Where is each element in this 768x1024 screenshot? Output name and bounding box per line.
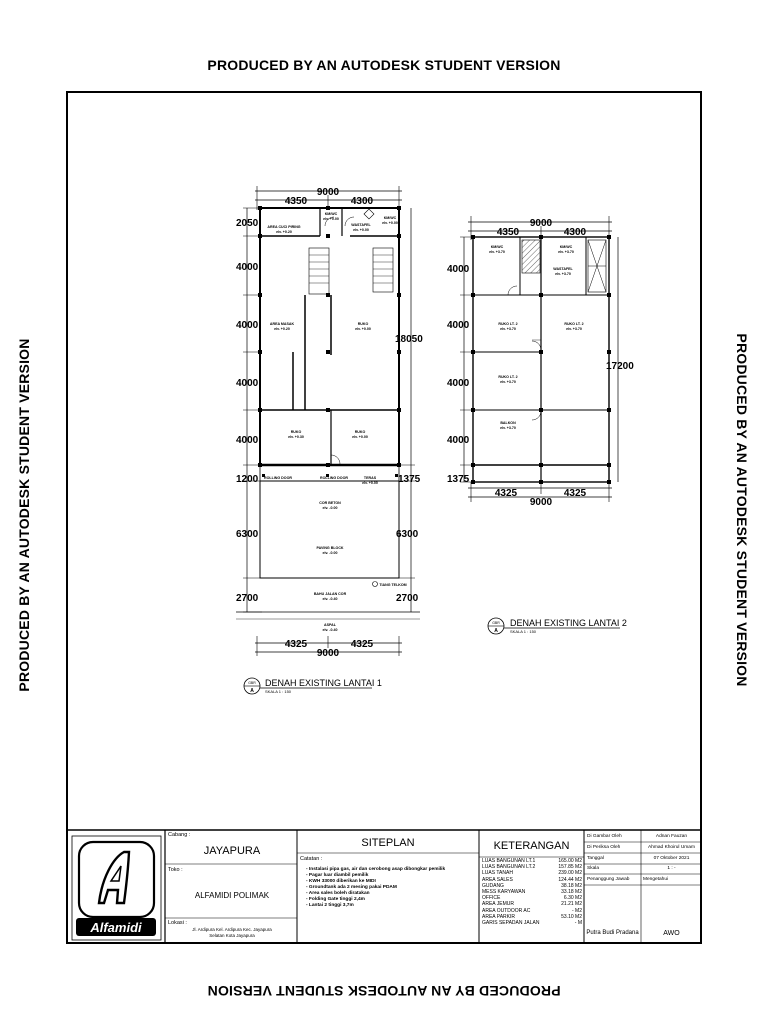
p1-dim-top-left: 4350 bbox=[284, 196, 308, 207]
ket-value: - M2 bbox=[572, 907, 582, 914]
tanggal-label: Tanggal bbox=[587, 856, 604, 861]
ket-row bbox=[482, 920, 582, 926]
p1-scale: SKALA 1 : 150 bbox=[265, 689, 292, 694]
p1-dim-top-total: 9000 bbox=[316, 187, 340, 198]
ket-value: 53.10 M2 bbox=[561, 913, 582, 920]
p2-dim-left-4: 4000 bbox=[447, 435, 470, 446]
notes-list bbox=[306, 867, 478, 909]
p2-dim-left-5: 1375 bbox=[447, 474, 470, 485]
note-6: - Folding Gate tinggi 2,4m bbox=[306, 897, 365, 902]
p1-dim-left-8: 2700 bbox=[236, 593, 259, 604]
p2-scale: SKALA 1 : 150 bbox=[510, 629, 537, 634]
p1-dim-left-7: 6300 bbox=[236, 529, 259, 540]
p1-dim-left-1: 2050 bbox=[236, 218, 259, 229]
p1-room-aspal: ASPAL bbox=[324, 623, 336, 627]
ket-label: LUAS TANAH bbox=[482, 870, 513, 877]
mengetahui-label: Mengetahui bbox=[643, 877, 669, 882]
p1-dim-right-3: 6300 bbox=[396, 529, 419, 540]
p1-room-km2-elv: elv. +0.00 bbox=[382, 221, 398, 225]
p2-room-wastafel-elv: elv. +3.70 bbox=[555, 272, 571, 276]
p2-marker-bottom: A bbox=[494, 628, 498, 634]
p1-room-wastafel-elv: elv. +0.00 bbox=[353, 228, 369, 232]
ket-label: GARIS SEPADAN JALAN bbox=[482, 920, 540, 927]
p1-room-wastafel: WASTAFEL bbox=[351, 223, 371, 227]
note-4: - Groundtank ada 2 mesing pakai PDAM bbox=[306, 885, 397, 890]
p2-dim-top-right: 4300 bbox=[563, 227, 587, 238]
ket-value: 33.18 M2 bbox=[561, 889, 582, 896]
p2-dim-bottom-left: 4325 bbox=[494, 488, 518, 499]
p1-dim-bottom-left: 4325 bbox=[284, 639, 308, 650]
p2-room-ruko-c: RUKO LT. 2 bbox=[498, 375, 518, 379]
p2-room-ruko-b: RUKO LT. 2 bbox=[564, 322, 584, 326]
ket-label: LUAS BANGUNAN LT.1 bbox=[482, 858, 536, 864]
ket-value: 6.30 M2 bbox=[563, 895, 582, 902]
ket-label: AREA SALES bbox=[482, 876, 513, 883]
ket-label: GUDANG bbox=[482, 882, 504, 889]
p2-dim-bottom-right: 4325 bbox=[563, 488, 587, 499]
cabang-label: Cabang : bbox=[168, 832, 191, 838]
p1-room-cuci-elv: elv. +0.20 bbox=[276, 230, 292, 234]
ket-value: 21.21 M2 bbox=[561, 901, 582, 908]
signer-1: Putra Budi Pradana bbox=[586, 930, 639, 936]
siteplan-title: SITEPLAN bbox=[361, 837, 415, 849]
toko-value: ALFAMIDI POLIMAK bbox=[194, 891, 270, 900]
p1-room-teras-elv: elv. +0.00 bbox=[362, 481, 378, 485]
diperiksa-value: Ahmad Khoirul Umam bbox=[648, 845, 695, 850]
catatan-label: Catatan : bbox=[300, 856, 323, 862]
p1-rolling-door-1: ROLLING DOOR bbox=[264, 476, 292, 480]
p1-dim-right-4: 2700 bbox=[396, 593, 419, 604]
p1-room-masak-elv: elv. +0.20 bbox=[274, 327, 290, 331]
p2-room-balkon-elv: elv. +3.70 bbox=[500, 426, 516, 430]
p2-room-ruko-c-elv: elv. +3.70 bbox=[500, 380, 516, 384]
toko-label: Toko : bbox=[168, 867, 183, 873]
note-3: - KWH 33000 diberikan ke MIDI bbox=[306, 879, 376, 884]
p1-title: DENAH EXISTING LANTAI 1 bbox=[265, 678, 382, 688]
ket-label: MESS KARYAWAN bbox=[482, 889, 526, 896]
p2-dim-bottom-total: 9000 bbox=[529, 497, 553, 508]
p2-room-balkon: BALKON bbox=[500, 421, 516, 425]
ket-value: 239.00 M2 bbox=[558, 870, 582, 877]
p2-room-km: KM/WC bbox=[490, 245, 504, 249]
p2-title: DENAH EXISTING LANTAI 2 bbox=[510, 618, 627, 628]
p1-dim-bottom-right: 4325 bbox=[350, 639, 374, 650]
p2-dim-left-3: 4000 bbox=[447, 378, 470, 389]
p1-room-masak: AREA MASAK bbox=[269, 322, 295, 326]
p2-room-ruko-a: RUKO LT. 2 bbox=[498, 322, 518, 326]
p1-dim-left-6: 1200 bbox=[236, 474, 259, 485]
note-7: - Lantai 2 tinggi 3,7m bbox=[306, 903, 354, 908]
watermark-bottom: PRODUCED BY AN AUTODESK STUDENT VERSION bbox=[207, 983, 561, 999]
keterangan-title: KETERANGAN bbox=[493, 840, 570, 852]
p1-marker-top: GBR bbox=[248, 681, 256, 685]
ket-value: 165.00 M2 bbox=[558, 858, 582, 864]
p1-dim-left-5: 4000 bbox=[236, 435, 259, 446]
digambar-label: Di Gambar Oleh bbox=[587, 834, 622, 839]
p1-dim-bottom-total: 9000 bbox=[316, 648, 340, 659]
signer-2: AWO bbox=[663, 930, 680, 937]
p2-dim-top-left: 4350 bbox=[496, 227, 520, 238]
lokasi-line1: Jl. Ardipura Kel. Ardipura Kec. Jayapura bbox=[192, 927, 272, 932]
p1-room-km-elv: elv. +0.00 bbox=[323, 217, 339, 221]
logo-text: Alfamidi bbox=[90, 920, 142, 935]
ket-value: 157.85 M2 bbox=[558, 864, 582, 871]
penanggung-label: Penanggung Jawab bbox=[587, 877, 630, 882]
p1-room-cor-elv: elv. -0.00 bbox=[322, 506, 338, 510]
p2-room-ruko-b-elv: elv. +3.70 bbox=[566, 327, 582, 331]
ket-label: LUAS BANGUNAN LT.2 bbox=[482, 864, 536, 871]
p1-room-ruko1-elv: elv. +0.00 bbox=[355, 327, 371, 331]
p1-tiang-telkom: TIANG TELKOM bbox=[379, 583, 407, 587]
lokasi-line2: Selatan Kota Jayapura bbox=[209, 933, 255, 938]
p2-room-ruko-a-elv: elv. +3.70 bbox=[500, 327, 516, 331]
diperiksa-label: Di Periksa Oleh bbox=[587, 845, 621, 850]
tanggal-value: 07 Oktober 2021 bbox=[653, 856, 690, 861]
p1-rolling-door-2: ROLLING DOOR bbox=[320, 476, 348, 480]
p2-room-km-elv: elv. +3.70 bbox=[489, 250, 505, 254]
keterangan-list bbox=[482, 858, 582, 926]
ket-label: OFFICE bbox=[482, 895, 501, 902]
p1-marker-bottom: A bbox=[250, 688, 254, 694]
watermark-top: PRODUCED BY AN AUTODESK STUDENT VERSION bbox=[207, 57, 561, 73]
p1-room-ruko1: RUKO bbox=[357, 322, 369, 326]
p1-room-km: KM/WC bbox=[324, 212, 338, 216]
p1-dim-right-1: 18050 bbox=[395, 334, 423, 345]
p2-dim-top-total: 9000 bbox=[529, 218, 553, 229]
cabang-value: JAYAPURA bbox=[203, 845, 261, 857]
lokasi-label: Lokasi : bbox=[168, 920, 187, 926]
p2-dim-left-1: 4000 bbox=[447, 264, 470, 275]
p1-room-ruko3: RUKO bbox=[354, 430, 366, 434]
p1-room-ruko2-elv: elv. +0.30 bbox=[288, 435, 304, 439]
p1-room-ruko3-elv: elv. +0.00 bbox=[352, 435, 368, 439]
ket-label: AREA JEMUR bbox=[482, 901, 514, 908]
p1-dim-right-2: 1375 bbox=[398, 474, 421, 485]
p1-room-bahu-elv: elv. -0.40 bbox=[322, 597, 338, 601]
p2-room-km2: KM/WC bbox=[559, 245, 573, 249]
p1-room-bahu: BAHU JALAN COR bbox=[313, 592, 347, 596]
p1-dim-left-3: 4000 bbox=[236, 320, 259, 331]
p2-room-km2-elv: elv. +3.70 bbox=[558, 250, 574, 254]
plan-lantai-2 bbox=[460, 216, 620, 634]
ket-label: AREA PARKIR bbox=[482, 913, 515, 920]
note-1: - Instalasi pipa gas, air dan cerobong asap dibongkar pemilik bbox=[306, 867, 446, 872]
p1-dim-top-right: 4300 bbox=[350, 196, 374, 207]
p1-room-ruko2: RUKO bbox=[290, 430, 302, 434]
p1-room-teras: TERAS bbox=[363, 476, 377, 480]
p2-marker-top: GBR bbox=[492, 621, 500, 625]
ket-value: 38.18 M2 bbox=[561, 882, 582, 889]
p1-room-km2: KM/WC bbox=[383, 216, 397, 220]
note-5: - Area sales boleh diratakan bbox=[306, 891, 370, 896]
plan-lantai-1 bbox=[236, 186, 420, 694]
skala-value: 1 : - bbox=[667, 866, 676, 871]
ket-value: - M bbox=[574, 920, 582, 927]
p2-dim-right: 17200 bbox=[606, 361, 634, 372]
p1-room-cuci: AREA CUCI PIRING bbox=[267, 225, 301, 229]
ket-label: AREA OUTDOOR AC bbox=[482, 907, 531, 914]
p2-room-wastafel: WASTAFEL bbox=[553, 267, 573, 271]
watermark-right: PRODUCED BY AN AUTODESK STUDENT VERSION bbox=[734, 333, 750, 687]
digambar-value: Adnan Fauzan bbox=[655, 834, 688, 839]
p1-room-aspal-elv: elv. -0.40 bbox=[322, 628, 338, 632]
p1-room-paving-elv: elv. -0.00 bbox=[322, 551, 338, 555]
p2-dim-left-2: 4000 bbox=[447, 320, 470, 331]
p1-room-cor: COR BETON bbox=[319, 501, 341, 505]
note-2: - Pagar luar diambil pemilik bbox=[306, 873, 369, 878]
p1-dim-left-2: 4000 bbox=[236, 262, 259, 273]
skala-label: Skala bbox=[587, 866, 599, 871]
p1-dim-left-4: 4000 bbox=[236, 378, 259, 389]
watermark-left: PRODUCED BY AN AUTODESK STUDENT VERSION bbox=[16, 338, 32, 692]
ket-value: 124.44 M2 bbox=[558, 876, 582, 883]
p1-room-paving: PAVING BLOCK bbox=[316, 546, 344, 550]
